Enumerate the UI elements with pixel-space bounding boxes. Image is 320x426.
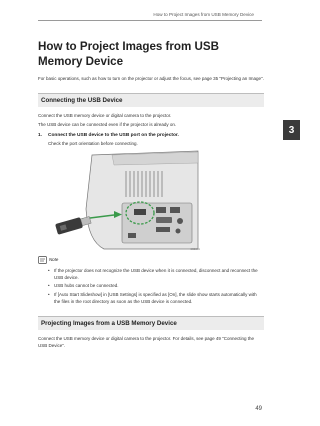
usb-connection-illustration — [52, 149, 202, 253]
note-label: Note — [49, 257, 59, 263]
running-header: How to Project Images from USB Memory Device — [153, 12, 254, 17]
page-title: How to Project Images from USB Memory Device — [38, 40, 220, 68]
note-list — [48, 267, 264, 305]
intro-paragraph: For basic operations, such as how to turn on the projector or adjust the focus, see page 35 "Projecting an Image". — [38, 76, 264, 81]
note-item: • USB hubs cannot be connected. — [48, 282, 264, 289]
section2-paragraph: Connect the USB memory device or digital camera to the projector. For details, see page 49 "Connecting the USB Device". — [38, 335, 254, 348]
chapter-tab: 3 — [283, 120, 300, 140]
step-1 — [38, 132, 264, 139]
section1-paragraph-1: Connect the USB memory device or digital camera to the projector. — [38, 113, 172, 119]
section-heading-connecting: Connecting the USB Device — [38, 93, 264, 107]
section1-paragraph-2: The USB device can be connected even if the projector is already on. — [38, 121, 177, 127]
page-content — [38, 40, 264, 349]
note-item: • If [Auto Start Slideshow] in [USB Settings] is specified as [On], the slide show starts automatically with the files in the root directory as soon as the USB device is connected. — [48, 291, 264, 305]
page-number: 49 — [255, 406, 262, 412]
header-rule — [38, 20, 262, 21]
section-heading-projecting: Projecting Images from a USB Memory Device — [38, 316, 264, 330]
note-icon — [38, 256, 47, 264]
step-1-subtext: Check the port orientation before connecting. — [48, 140, 138, 146]
note-item: • If the projector does not recognize the USB device when it is connected, disconnect and reconnect the USB device. — [48, 267, 264, 281]
figure-code: CBE031 — [190, 247, 200, 251]
step-text: Connect the USB device to the USB port on the projector. — [48, 133, 179, 139]
step-number: 1. — [38, 133, 43, 139]
note-header — [38, 256, 264, 264]
